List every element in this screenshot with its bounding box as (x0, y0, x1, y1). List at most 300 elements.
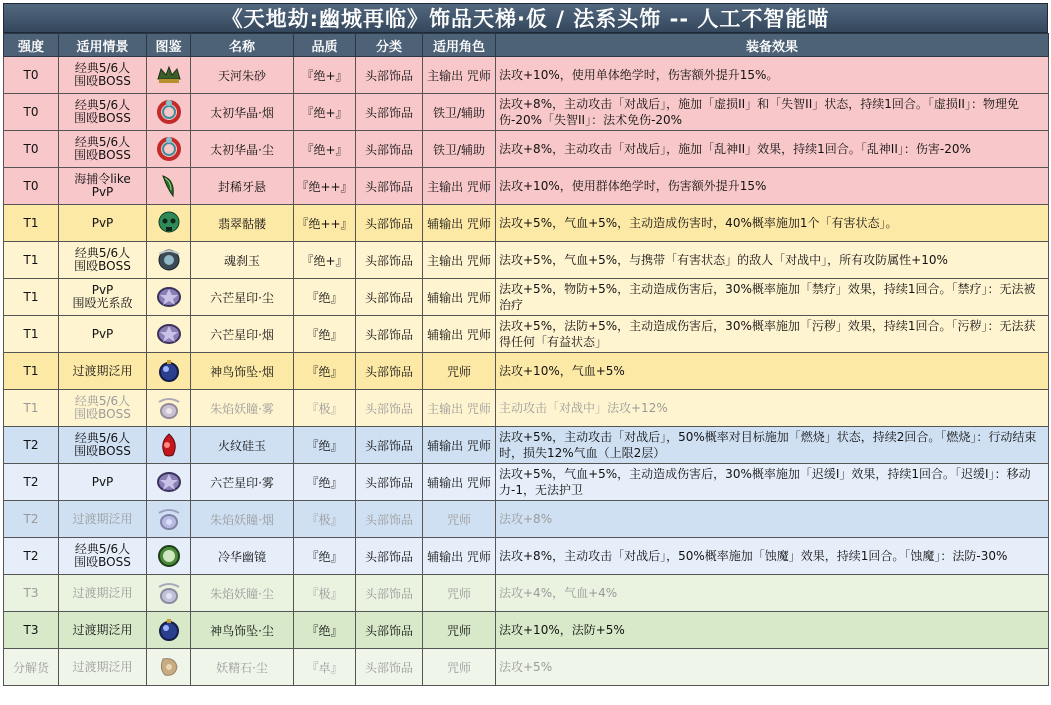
role-cell (423, 242, 496, 279)
name-cell-text: 妖精石·尘 (216, 660, 268, 675)
table-row (4, 205, 1049, 242)
name-cell-text: 六芒星印·尘 (210, 290, 274, 305)
quality-cell-text: 『绝』 (306, 290, 343, 305)
table-row (4, 538, 1049, 575)
col-header-scene: 适用情景 (59, 34, 147, 57)
icon-cell (147, 538, 191, 575)
role-cell (423, 464, 496, 501)
category-cell (356, 353, 423, 390)
tier-cell (4, 353, 59, 390)
table-row (4, 94, 1049, 131)
role-cell-text: 辅输出 咒师 (427, 327, 491, 342)
category-cell-text: 头部饰品 (364, 142, 413, 157)
name-cell-text: 天河朱砂 (217, 68, 266, 83)
category-cell-text: 头部饰品 (364, 623, 413, 638)
role-cell (423, 427, 496, 464)
tier-cell (4, 279, 59, 316)
col-header-tier: 强度 (4, 34, 59, 57)
quality-cell-text: 『绝+』 (301, 253, 348, 268)
category-cell-text: 头部饰品 (364, 105, 413, 120)
tier-cell-text: T2 (23, 549, 39, 563)
scene-cell-text: 经典5/6人 围殴BOSS (74, 542, 131, 569)
name-cell (191, 316, 294, 353)
role-cell (423, 390, 496, 427)
quality-cell-text: 『绝』 (306, 364, 343, 379)
scene-cell (59, 649, 147, 686)
effect-cell-text: 法攻+5% (499, 660, 553, 674)
category-cell (356, 279, 423, 316)
stone-icon (155, 653, 183, 681)
tier-cell (4, 242, 59, 279)
icon-cell (147, 501, 191, 538)
scene-cell-text: 过渡期泛用 (72, 659, 133, 674)
crown-icon (155, 61, 183, 89)
category-cell (356, 538, 423, 575)
mirror-icon (155, 542, 183, 570)
tier-cell-text: T1 (23, 290, 39, 304)
fang-icon (155, 172, 183, 200)
tier-sheet (3, 3, 1048, 686)
star-seal-icon (155, 468, 183, 496)
pendant-icon (155, 505, 183, 533)
effect-cell-text: 法攻+5%，气血+5%，与携带「有害状态」的敌人「对战中」，所有攻防属性+10% (499, 253, 948, 267)
tier-cell-text: T3 (23, 623, 39, 637)
name-cell-text: 朱焰妖瞳·烟 (210, 512, 274, 527)
icon-cell (147, 390, 191, 427)
table-row (4, 612, 1049, 649)
col-header-icon: 图鉴 (147, 34, 191, 57)
effect-cell (496, 612, 1049, 649)
table-row (4, 427, 1049, 464)
role-cell (423, 353, 496, 390)
effect-cell-text: 法攻+8%，主动攻击「对战后」，50%概率施加「蚀魔」效果，持续1回合。「蚀魔」：法防-30% (499, 549, 1008, 563)
role-cell-text: 咒师 (446, 586, 471, 601)
col-header-name: 名称 (191, 34, 294, 57)
tier-cell (4, 205, 59, 242)
name-cell (191, 575, 294, 612)
scene-cell-text: 过渡期泛用 (72, 622, 133, 637)
name-cell-text: 朱焰妖瞳·雾 (210, 401, 274, 416)
role-cell (423, 612, 496, 649)
name-cell (191, 612, 294, 649)
category-cell (356, 205, 423, 242)
tier-cell (4, 427, 59, 464)
tier-cell-text: T3 (23, 586, 39, 600)
quality-cell-text: 『绝+』 (301, 68, 348, 83)
icon-cell (147, 94, 191, 131)
name-cell (191, 464, 294, 501)
name-cell-text: 朱焰妖瞳·尘 (210, 586, 274, 601)
scene-cell-text: PvP (91, 474, 114, 489)
tier-cell (4, 57, 59, 94)
scene-cell (59, 94, 147, 131)
scene-cell (59, 131, 147, 168)
name-cell (191, 390, 294, 427)
effect-cell-text: 法攻+5%，物防+5%，主动造成伤害后，30%概率施加「禁疗」效果，持续1回合。「禁疗」：无法被治疗 (499, 282, 1036, 312)
scene-cell-text: 过渡期泛用 (72, 363, 133, 378)
icon-cell (147, 464, 191, 501)
scene-cell-text: PvP (91, 215, 114, 230)
ring-icon (155, 98, 183, 126)
scene-cell (59, 390, 147, 427)
effect-cell (496, 353, 1049, 390)
scene-cell-text: 经典5/6人 围殴BOSS (74, 246, 131, 273)
fire-gem-icon (155, 431, 183, 459)
name-cell-text: 神鸟饰坠·烟 (210, 364, 274, 379)
scene-cell-text: 经典5/6人 围殴BOSS (74, 135, 131, 162)
scene-cell (59, 464, 147, 501)
scene-cell (59, 575, 147, 612)
category-cell-text: 头部饰品 (364, 364, 413, 379)
tier-cell-text: T2 (23, 512, 39, 526)
role-cell (423, 649, 496, 686)
scene-cell (59, 538, 147, 575)
category-cell (356, 427, 423, 464)
effect-cell-text: 法攻+8%，主动攻击「对战后」，施加「乱神II」效果，持续1回合。「乱神II」：伤害-20% (499, 142, 971, 156)
effect-cell-text: 法攻+8% (499, 512, 553, 526)
name-cell (191, 57, 294, 94)
role-cell-text: 主输出 咒师 (427, 68, 491, 83)
category-cell-text: 头部饰品 (364, 401, 413, 416)
effect-cell-text: 法攻+8%，主动攻击「对战后」，施加「虚损II」和「失智II」状态，持续1回合。「虚损II」：物理免伤-20%「失智II」：法术免伤-20% (499, 97, 1019, 127)
name-cell (191, 242, 294, 279)
icon-cell (147, 427, 191, 464)
tier-cell (4, 538, 59, 575)
tier-table (3, 33, 1049, 686)
scene-cell-text: 经典5/6人 围殴BOSS (74, 394, 131, 421)
effect-cell (496, 242, 1049, 279)
name-cell-text: 太初华晶·烟 (210, 105, 274, 120)
quality-cell (294, 390, 356, 427)
role-cell-text: 咒师 (446, 364, 471, 379)
role-cell-text: 主输出 咒师 (427, 401, 491, 416)
effect-cell (496, 538, 1049, 575)
name-cell (191, 205, 294, 242)
tier-cell (4, 316, 59, 353)
category-cell (356, 242, 423, 279)
quality-cell (294, 501, 356, 538)
name-cell-text: 封稀牙悬 (217, 179, 266, 194)
quality-cell-text: 『绝++』 (296, 216, 353, 231)
tier-cell-text: T0 (23, 105, 39, 119)
role-cell-text: 辅输出 咒师 (427, 475, 491, 490)
role-cell (423, 168, 496, 205)
role-cell-text: 铁卫/辅助 (432, 105, 486, 120)
role-cell-text: 辅输出 咒师 (427, 438, 491, 453)
tier-cell-text: T0 (23, 142, 39, 156)
role-cell (423, 94, 496, 131)
quality-cell-text: 『绝』 (306, 475, 343, 490)
category-cell (356, 649, 423, 686)
tier-cell (4, 464, 59, 501)
effect-cell-text: 法攻+10%，气血+5% (499, 364, 625, 378)
icon-cell (147, 205, 191, 242)
effect-cell-text: 主动攻击「对战中」法攻+12% (499, 401, 668, 415)
effect-cell-text: 法攻+5%，气血+5%，主动造成伤害时，40%概率施加1个「有害状态」。 (499, 216, 898, 230)
role-cell (423, 575, 496, 612)
scene-cell (59, 242, 147, 279)
table-row (4, 168, 1049, 205)
icon-cell (147, 131, 191, 168)
table-row (4, 353, 1049, 390)
pendant-icon (155, 579, 183, 607)
scene-cell (59, 427, 147, 464)
effect-cell (496, 131, 1049, 168)
quality-cell-text: 『绝+』 (301, 142, 348, 157)
category-cell-text: 头部饰品 (364, 512, 413, 527)
quality-cell-text: 『绝』 (306, 623, 343, 638)
scene-cell-text: PvP 围殴光系敌 (72, 283, 133, 310)
name-cell (191, 538, 294, 575)
scene-cell-text: PvP (91, 326, 114, 341)
effect-cell-text: 法攻+10%，使用单体绝学时，伤害额外提升15%。 (499, 68, 779, 82)
icon-cell (147, 612, 191, 649)
quality-cell (294, 538, 356, 575)
table-row (4, 649, 1049, 686)
name-cell (191, 649, 294, 686)
scene-cell (59, 57, 147, 94)
name-cell (191, 501, 294, 538)
effect-cell (496, 205, 1049, 242)
effect-cell (496, 575, 1049, 612)
name-cell (191, 279, 294, 316)
category-cell-text: 头部饰品 (364, 549, 413, 564)
role-cell-text: 咒师 (446, 512, 471, 527)
table-row (4, 57, 1049, 94)
category-cell-text: 头部饰品 (364, 216, 413, 231)
role-cell-text: 主输出 咒师 (427, 253, 491, 268)
icon-cell (147, 316, 191, 353)
role-cell (423, 501, 496, 538)
scene-cell (59, 612, 147, 649)
tier-cell-text: T0 (23, 68, 39, 82)
category-cell-text: 头部饰品 (364, 327, 413, 342)
role-cell-text: 咒师 (446, 660, 471, 675)
table-row (4, 316, 1049, 353)
col-header-effect: 装备效果 (496, 34, 1049, 57)
role-cell-text: 辅输出 咒师 (427, 290, 491, 305)
quality-cell (294, 612, 356, 649)
quality-cell-text: 『绝+』 (301, 105, 348, 120)
name-cell-text: 翡翠骷髅 (217, 216, 266, 231)
effect-cell-text: 法攻+5%，主动攻击「对战后」，50%概率对目标施加「燃烧」状态，持续2回合。「燃烧」：行动结束时，损失12%气血（上限2层） (499, 430, 1037, 460)
jade-icon (155, 246, 183, 274)
name-cell-text: 魂刹玉 (223, 253, 260, 268)
name-cell-text: 六芒星印·烟 (210, 327, 274, 342)
scene-cell-text: 经典5/6人 围殴BOSS (74, 98, 131, 125)
role-cell-text: 咒师 (446, 623, 471, 638)
quality-cell (294, 205, 356, 242)
role-cell (423, 279, 496, 316)
name-cell (191, 427, 294, 464)
category-cell-text: 头部饰品 (364, 660, 413, 675)
scene-cell (59, 501, 147, 538)
effect-cell (496, 57, 1049, 94)
pendant-icon (155, 394, 183, 422)
tier-cell-text: T1 (23, 327, 39, 341)
name-cell-text: 六芒星印·雾 (210, 475, 274, 490)
scene-cell (59, 316, 147, 353)
scene-cell (59, 168, 147, 205)
col-header-role: 适用角色 (423, 34, 496, 57)
scene-cell-text: 海捕令like PvP (74, 172, 131, 199)
tier-cell-text: T1 (23, 401, 39, 415)
quality-cell-text: 『卓』 (306, 660, 343, 675)
effect-cell (496, 316, 1049, 353)
quality-cell (294, 131, 356, 168)
effect-cell-text: 法攻+5%，法防+5%，主动造成伤害后，30%概率施加「污秽」效果，持续1回合。「污秽」：无法获得任何「有益状态」 (499, 319, 1036, 349)
icon-cell (147, 168, 191, 205)
effect-cell-text: 法攻+10%，使用群体绝学时，伤害额外提升15% (499, 179, 767, 193)
star-seal-icon (155, 320, 183, 348)
icon-cell (147, 575, 191, 612)
category-cell (356, 464, 423, 501)
name-cell (191, 94, 294, 131)
header-row (4, 34, 1049, 57)
quality-cell (294, 575, 356, 612)
effect-cell (496, 168, 1049, 205)
effect-cell-text: 法攻+4%，气血+4% (499, 586, 618, 600)
category-cell (356, 575, 423, 612)
quality-cell (294, 242, 356, 279)
table-row (4, 390, 1049, 427)
quality-cell-text: 『极』 (306, 512, 343, 527)
skull-icon (155, 209, 183, 237)
name-cell-text: 冷华幽镜 (217, 549, 266, 564)
quality-cell-text: 『绝』 (306, 438, 343, 453)
category-cell-text: 头部饰品 (364, 475, 413, 490)
tier-cell-text: T1 (23, 253, 39, 267)
category-cell (356, 501, 423, 538)
quality-cell-text: 『绝』 (306, 549, 343, 564)
quality-cell-text: 『绝++』 (296, 179, 353, 194)
category-cell-text: 头部饰品 (364, 586, 413, 601)
tier-cell (4, 649, 59, 686)
category-cell-text: 头部饰品 (364, 253, 413, 268)
quality-cell (294, 279, 356, 316)
name-cell (191, 131, 294, 168)
category-cell (356, 94, 423, 131)
category-cell-text: 头部饰品 (364, 68, 413, 83)
scene-cell (59, 279, 147, 316)
tier-cell (4, 501, 59, 538)
icon-cell (147, 649, 191, 686)
scene-cell (59, 353, 147, 390)
quality-cell (294, 353, 356, 390)
category-cell (356, 612, 423, 649)
quality-cell (294, 316, 356, 353)
tier-cell (4, 168, 59, 205)
table-row (4, 575, 1049, 612)
icon-cell (147, 57, 191, 94)
star-seal-icon (155, 283, 183, 311)
category-cell-text: 头部饰品 (364, 179, 413, 194)
quality-cell (294, 168, 356, 205)
ring-icon (155, 135, 183, 163)
role-cell (423, 57, 496, 94)
quality-cell (294, 94, 356, 131)
scene-cell (59, 205, 147, 242)
category-cell (356, 390, 423, 427)
tier-cell-text: T0 (23, 179, 39, 193)
category-cell (356, 168, 423, 205)
scene-cell-text: 过渡期泛用 (72, 511, 133, 526)
quality-cell (294, 464, 356, 501)
effect-cell (496, 279, 1049, 316)
tier-cell-text: 分解货 (12, 660, 49, 675)
role-cell (423, 538, 496, 575)
table-row (4, 131, 1049, 168)
col-header-category: 分类 (356, 34, 423, 57)
effect-cell-text: 法攻+10%，法防+5% (499, 623, 625, 637)
orb-icon (155, 616, 183, 644)
effect-cell (496, 427, 1049, 464)
role-cell (423, 316, 496, 353)
effect-cell (496, 390, 1049, 427)
table-row (4, 242, 1049, 279)
name-cell-text: 火纹硅玉 (217, 438, 266, 453)
tier-cell (4, 612, 59, 649)
quality-cell-text: 『极』 (306, 401, 343, 416)
quality-cell-text: 『极』 (306, 586, 343, 601)
name-cell-text: 太初华晶·尘 (210, 142, 274, 157)
quality-cell-text: 『绝』 (306, 327, 343, 342)
category-cell (356, 57, 423, 94)
name-cell (191, 353, 294, 390)
tier-cell (4, 131, 59, 168)
role-cell (423, 131, 496, 168)
tier-cell-text: T1 (23, 364, 39, 378)
role-cell-text: 铁卫/辅助 (432, 142, 486, 157)
table-row (4, 501, 1049, 538)
tier-cell-text: T1 (23, 216, 39, 230)
icon-cell (147, 242, 191, 279)
category-cell-text: 头部饰品 (364, 438, 413, 453)
scene-cell-text: 经典5/6人 围殴BOSS (74, 431, 131, 458)
effect-cell (496, 501, 1049, 538)
icon-cell (147, 353, 191, 390)
role-cell-text: 主输出 咒师 (427, 179, 491, 194)
tier-cell-text: T2 (23, 475, 39, 489)
effect-cell (496, 464, 1049, 501)
role-cell (423, 205, 496, 242)
role-cell-text: 辅输出 咒师 (427, 216, 491, 231)
quality-cell (294, 427, 356, 464)
role-cell-text: 辅输出 咒师 (427, 549, 491, 564)
name-cell (191, 168, 294, 205)
table-row (4, 279, 1049, 316)
effect-cell (496, 649, 1049, 686)
sheet-title: 《天地劫:幽城再临》饰品天梯·仮 / 法系头饰 -- 人工不智能喵 (3, 3, 1048, 33)
tier-cell (4, 575, 59, 612)
category-cell-text: 头部饰品 (364, 290, 413, 305)
effect-cell-text: 法攻+5%，气血+5%，主动造成伤害后，30%概率施加「迟缓I」效果，持续1回合。「迟缓I」：移动力-1，无法护卫 (499, 467, 1031, 497)
quality-cell (294, 649, 356, 686)
tier-cell (4, 94, 59, 131)
scene-cell-text: 过渡期泛用 (72, 585, 133, 600)
table-row (4, 464, 1049, 501)
effect-cell (496, 94, 1049, 131)
tier-cell (4, 390, 59, 427)
name-cell-text: 神鸟饰坠·尘 (210, 623, 274, 638)
icon-cell (147, 279, 191, 316)
orb-icon (155, 357, 183, 385)
category-cell (356, 131, 423, 168)
quality-cell (294, 57, 356, 94)
scene-cell-text: 经典5/6人 围殴BOSS (74, 61, 131, 88)
category-cell (356, 316, 423, 353)
col-header-quality: 品质 (294, 34, 356, 57)
